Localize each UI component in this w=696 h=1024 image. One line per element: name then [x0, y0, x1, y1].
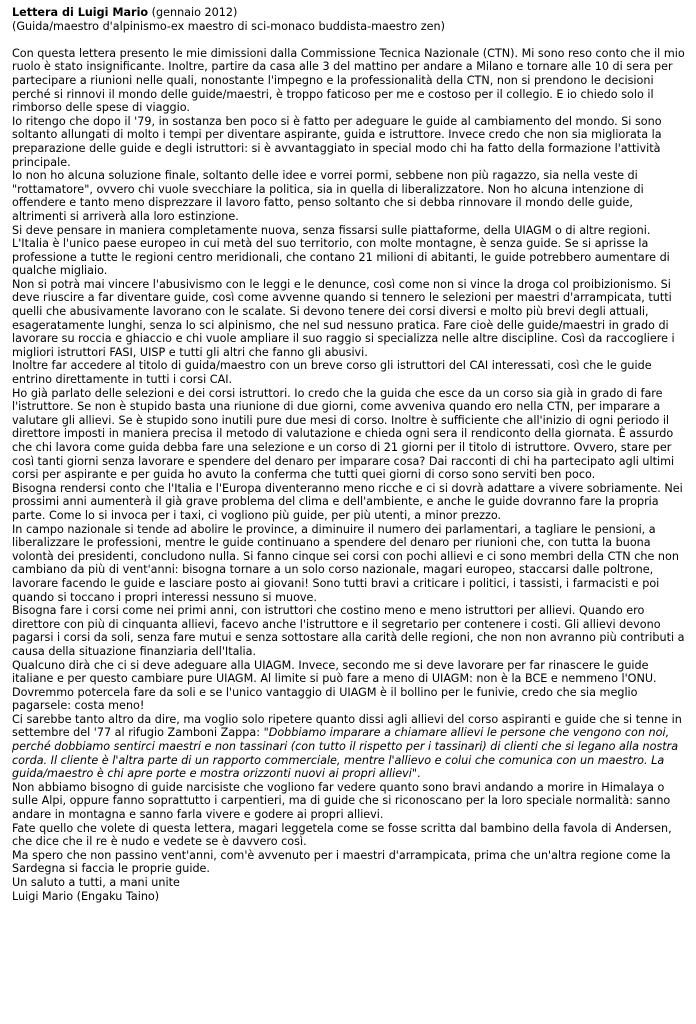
paragraph: Bisogna rendersi conto che l'Italia e l'Europa diventeranno meno ricche e ci si dovrà adattare a vivere sobriamente. Nei prossimi anni aumenterà il già grave problema del clima e dell'ambiente, e anche le guide dovranno fare la propria parte. Come lo si invoca per i taxi, ci vogliono più guide, per più utenti, a minor prezzo.: [12, 481, 683, 522]
paragraph: Io non ho alcuna soluzione finale, soltanto delle idee e vorrei pormi, sebbene non più ragazzo, sia nella veste di "rottamatore", ovvero chi vuole svecchiare la politica, sia in quella di liberalizzatore. Non ho alcuna intenzione di offendere e tanto meno disprezzare il lavoro fatto, penso soltanto che si debba rinnovare il mondo delle guide, altrimenti si arriverà alla loro estinzione.: [12, 169, 644, 223]
paragraph: L'Italia è l'unico paese europeo in cui metà del suo territorio, con molte montagne, è senza guide. Se si aprisse la professione a tutte le regioni centro meridionali, che contano 21 milioni di abitanti, le guide potrebbero aumentare di qualche migliaio.: [12, 237, 670, 278]
paragraph: Non abbiamo bisogno di guide narcisiste che vogliono far vedere quanto sono bravi andando a morire in Himalaya o sulle Alpi, oppure fanno soprattutto i carpentieri, ma di guide che si riconoscano per la loro speciale normalità: sanno andare in montagna e sanno farla vivere e godere ai propri allievi.: [12, 780, 671, 822]
quoted-text: Dobbiamo imparare a chiamare allievi le persone che vengono con noi, perché dobbiamo sentirci maestri e non tassinari (con tutto il rispetto per i tassinari) di clienti che si legano alla nostra corda. Il cliente è l'altra parte di un rapporto commerciale, mentre l'allievo e colui che comunica con un maestro. La guida/maestro è chi apre porte e mostra orizzonti nuovi ai propri allievi: [12, 726, 679, 781]
paragraph: Qualcuno dirà che ci si deve adeguare alla UIAGM. Invece, secondo me si deve lavorare per far rinascere le guide italiane e per questo cambiare pure UIAGM. Al limite si può fare a meno di UIAGM: non è la BCE e nemmeno l'ONU. Dovremmo potercela fare da soli e se l'unico vantaggio di UIAGM è il bollino per le funivie, credo che sia meglio pagarsele: costa meno!: [12, 658, 657, 713]
letter-header: [12, 6, 688, 20]
paragraph: Si deve pensare in maniera completamente nuova, senza fissarsi sulle piattaforme, della UIAGM o di altre regioni.: [12, 223, 651, 237]
paragraph: Con questa lettera presento le mie dimissioni dalla Commissione Tecnica Nazionale (CTN). Mi sono reso conto che il mio ruolo è stato insignificante. Inoltre, partire da casa alle 3 del mattino per andare a Milano e tornare alle 10 di sera per partecipare a riunioni nelle quali, nonostante l'impegno e la professionalità della CTN, non si prendono le decisioni perché si rinnovi il mondo delle guide/maestri, è troppo faticoso per me e costoso per il collegio. E io chiedo solo il rimborso delle spese di viaggio.: [12, 46, 685, 115]
paragraph: Fate quello che volete di questa lettera, magari leggetela come se fosse scritta dal bambino della favola di Andersen, che dice che il re è nudo e vedete se è davvero così.: [12, 821, 672, 849]
paragraph: Non si potrà mai vincere l'abusivismo con le leggi e le denunce, così come non si vince la droga col proibizionismo. Si deve riuscire a far diventare guide, così come avvenne quando si tennero le selezioni per maestri d'arrampicata, tutti quelli che abusivamente lavorano con le scalate. Si devono tenere dei corsi diversi e molto più brevi degli attuali, esageratamente lunghi, senza lo sci alpinismo, che nel sud nessuno pratica. Fare cioè delle guide/maestri in grado di lavorare su roccia e ghiaccio e chi vuole ampliare il suo raggio si specializza nelle altre discipline. Così da raccogliere i migliori istruttori FASI, UISP e tutti gli altri che fanno gli abusivi.: [12, 277, 675, 359]
quote-paragraph: [12, 713, 688, 781]
quote-outro: ".: [411, 767, 421, 781]
paragraph: Io ritengo che dopo il '79, in sostanza ben poco si è fatto per adeguare le guide al cambiamento del mondo. Si sono soltanto allungati di molto i tempi per diventare aspirante, guida e istruttore. Invece credo che non sia migliorata la preparazione delle guide e degli istruttori: si è avvantaggiato in special modo chi ha fatto della formazione l'attività principale.: [12, 114, 662, 169]
signature: Luigi Mario (Engaku Taino): [12, 889, 160, 903]
letter-subtitle: (Guida/maestro d'alpinismo-ex maestro di sci-monaco buddista-maestro zen): [12, 19, 445, 33]
quote-intro: Ci sarebbe tanto altro da dire, ma voglio solo ripetere quanto dissi agli allievi del corso aspiranti e guide che si tenne in settembre del '77 al rifugio Zamboni Zappa: ": [12, 712, 682, 740]
closing-greeting: Un saluto a tutti, a mani unite: [12, 876, 180, 889]
paragraph: Ma spero che non passino vent'anni, com'è avvenuto per i maestri d'arrampicata, prima che un'altra regione come la Sardegna si faccia le proprie guide.: [12, 848, 671, 876]
paragraph: Bisogna fare i corsi come nei primi anni, con istruttori che costino meno e meno istruttori per allievi. Quando ero direttore con più di cinquanta allievi, facevo anche l'istruttore e il segretario per contenere i costi. Gli allievi devono pagarsi i corsi da soli, senza fare mutui e senza sottostare alla carità delle regioni, che non non avranno più contributi a causa della situazione finanziaria dell'Italia.: [12, 604, 685, 658]
letter-date: (gennaio 2012): [151, 6, 238, 19]
paragraph: Ho già parlato delle selezioni e dei corsi istruttori. Io credo che la guida che esce da un corso sia già in grado di fare l'istruttore. Se non è stupido basta una riunione di due giorni, come avveniva quando ero nella CTN, per imparare a valutare gli allievi. Se è stupido sono inutili pure due mesi di corso. Inoltre è sufficiente che all'inizio di ogni periodo il direttore imposti in maniera precisa il metodo di valutazione e chieda ogni sera il rendiconto della giornata. È assurdo che chi lavora come guida debba fare una selezione e un corso di 21 giorni per il titolo di istruttore. Ovvero, stare per così tanti giorni senza lavorare e spendere del denaro per imparare cosa? Dai racconti di chi ha partecipato agli ultimi corsi per aspirante e per guida ho avuto la conferma che tutti quei giorni di corso sono serviti ben poco.: [12, 386, 675, 482]
paragraph: In campo nazionale si tende ad abolire le province, a diminuire il numero dei parlamentari, a tagliare le pensioni, a liberalizzare le professioni, mentre le guide continuano a spendere del denaro per riunioni che, con tutta la buona volontà dei presidenti, concludono nulla. Si fanno cinque sei corsi con pochi allievi e ci sono membri della CTN che non cambiano da più di vent'anni: bisogna tornare a un solo corso nazionale, magari europeo, staccarsi dalle poltrone, lavorare facendo le guide e lasciare posto ai giovani! Sono tutti bravi a criticare i politici, i tassisti, i farmacisti e poi quando si toccano i propri interessi nessuno si muove.: [12, 522, 679, 604]
letter-title: Lettera di Luigi Mario: [12, 6, 149, 19]
paragraph: Inoltre far accedere al titolo di guida/maestro con un breve corso gli istruttori del CAI interessati, così che le guide entrino direttamente in tutti i corsi CAI.: [12, 359, 652, 387]
